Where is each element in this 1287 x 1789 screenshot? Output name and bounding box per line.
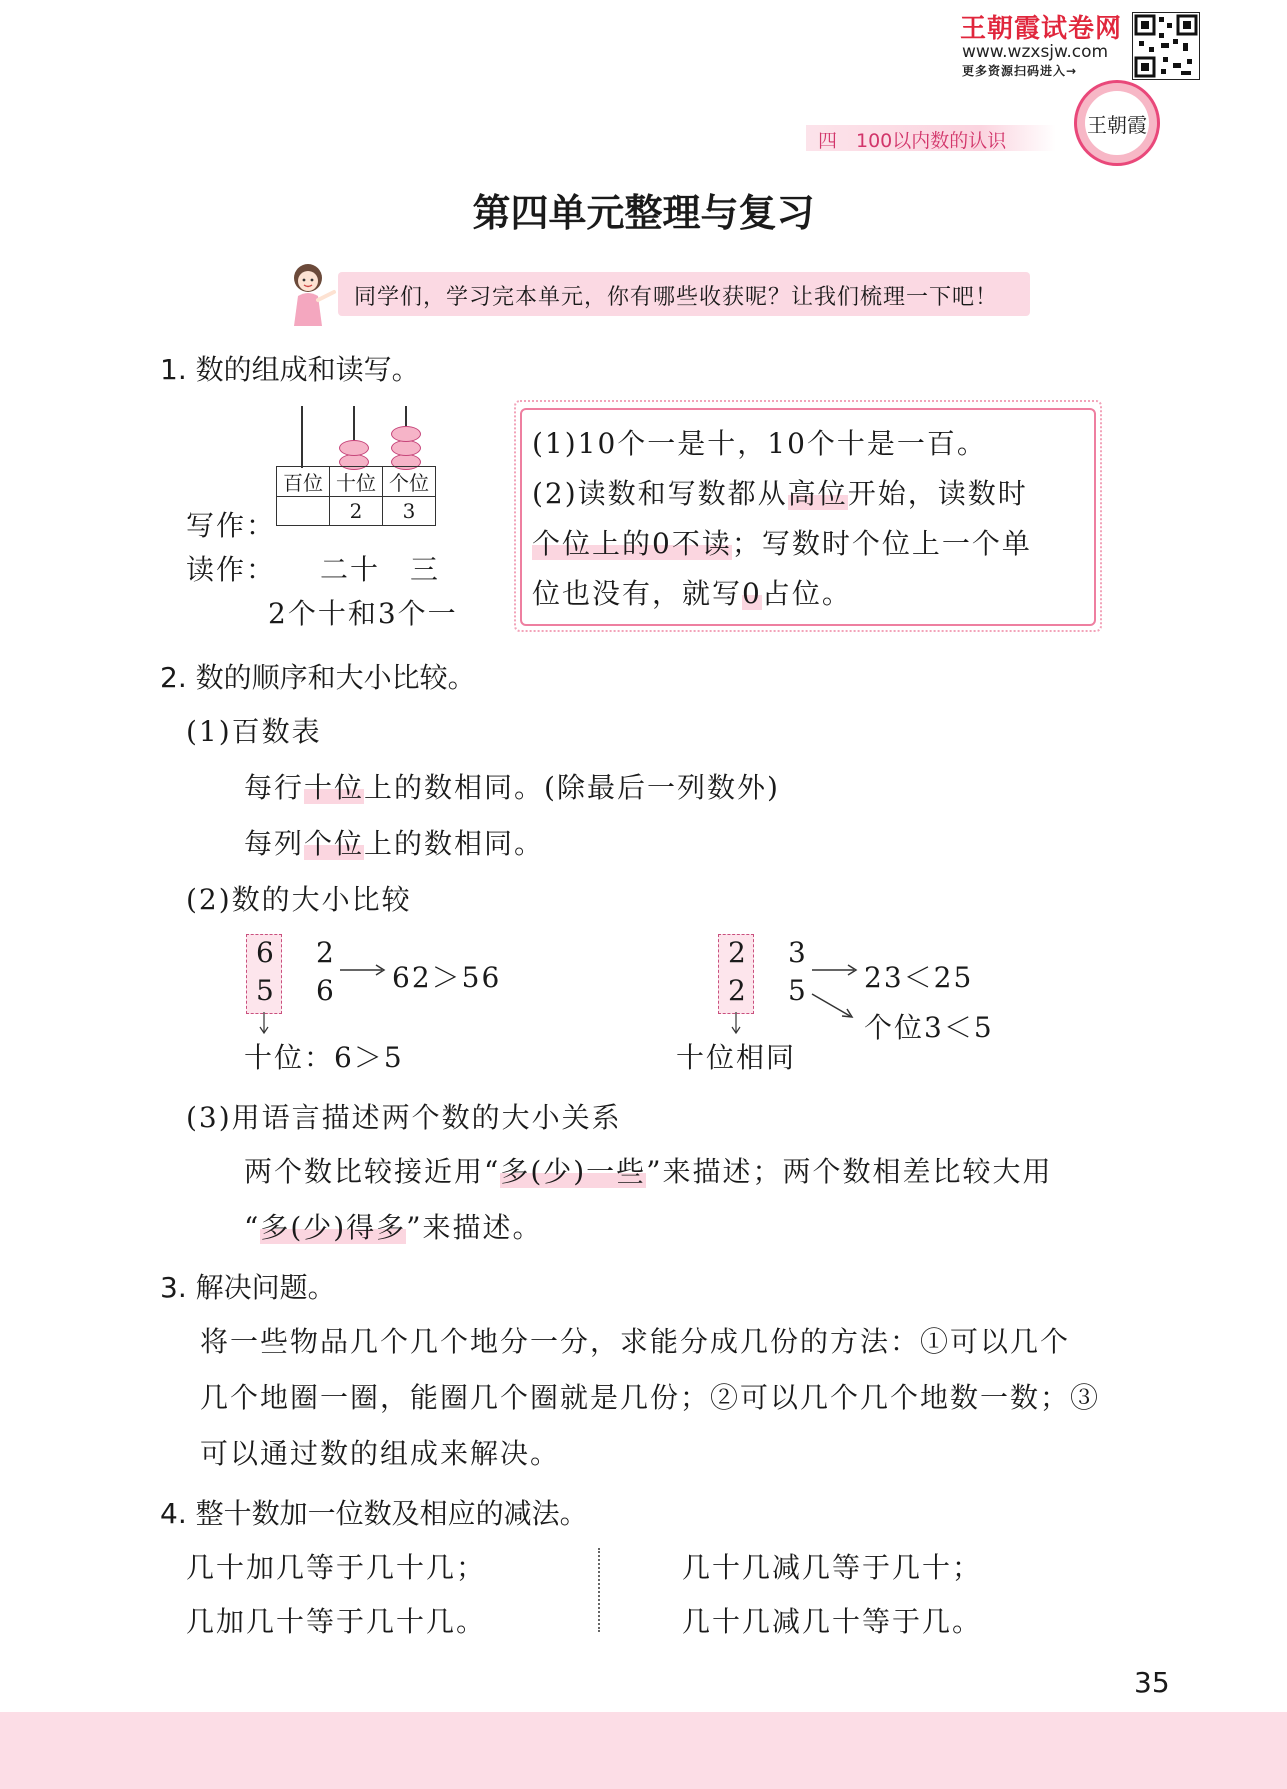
right-ones-2: 5 [788,974,808,1007]
read-label: 读作： [186,553,277,586]
left-down-arrow-icon [256,1012,272,1036]
note-line-4: 位也没有，就写0占位。 [532,577,852,610]
column-rule: 每列个位上的数相同。 [244,827,545,860]
value-hundreds [277,497,330,526]
teacher-illustration-icon [282,262,340,328]
note-line-3: 个位上的0不读；写数时个位上一个单 [532,527,1032,560]
brand-more-text: 更多资源扫码进入→ [962,64,1078,78]
chapter-label: 四 100以内数的认识 [818,130,1007,152]
section3-line-2: 几个地圈一圈，能圈几个圈就是几份；②可以几个几个地数一数；③ [200,1381,1101,1414]
right-diag-arrow-icon [810,992,856,1022]
page-title: 第四单元整理与复习 [472,191,815,235]
section1-heading: 1. 数的组成和读写。 [160,353,420,386]
section2-heading: 2. 数的顺序和大小比较。 [160,661,476,694]
page-number: 35 [1134,1666,1170,1699]
header-hundreds: 百位 [277,467,330,497]
brand-title: 王朝霞试卷网 [960,14,1123,44]
right-ones-1: 3 [788,936,808,969]
left-tens-1: 6 [256,936,276,969]
section3-heading: 3. 解决问题。 [160,1271,336,1304]
left-result: 62＞56 [392,961,502,994]
describe-line-2: “多(少)得多”来描述。 [244,1211,543,1244]
value-tens: 2 [330,497,383,526]
value-ones: 3 [383,497,436,526]
describe-line-1: 两个数比较接近用“多(少)一些”来描述；两个数相差比较大用 [244,1155,1053,1188]
left-note: 十位：6＞5 [244,1041,404,1074]
section2-p3: (3)用语言描述两个数的大小关系 [186,1101,622,1134]
header-ones: 个位 [383,467,436,497]
write-label: 写作： [186,509,277,542]
note-line-1: (1)10个一是十，10个十是一百。 [532,427,987,460]
add-rule-1: 几十加几等于几十几； [186,1551,487,1584]
sub-rule-1: 几十几减几等于几十； [682,1551,983,1584]
column-divider [598,1548,600,1632]
section2-p2: (2)数的大小比较 [186,883,412,916]
sub-rule-2: 几十几减几十等于几。 [682,1605,983,1638]
right-down-arrow-icon [728,1012,744,1036]
note-line-2: (2)读数和写数都从高位开始，读数时 [532,477,1028,510]
seal-text: 王朝霞 [1085,91,1149,155]
header-tens: 十位 [330,467,383,497]
right-note: 十位相同 [676,1041,797,1074]
right-ones-note: 个位3＜5 [864,1011,994,1044]
right-arrow-icon [810,962,860,978]
left-tens-2: 5 [256,974,276,1007]
right-tens-2: 2 [728,974,748,1007]
left-ones-2: 6 [316,974,336,1007]
footer-band [0,1712,1287,1789]
row-rule: 每行十位上的数相同。(除最后一列数外) [244,771,780,804]
section2-p1: (1)百数表 [186,715,322,748]
right-result: 23＜25 [864,961,974,994]
section3-line-1: 将一些物品几个几个地分一分，求能分成几份的方法：①可以几个 [200,1325,1071,1358]
left-arrow-icon [338,962,388,978]
composition-text: 2个十和3个一 [268,597,458,630]
brand-url[interactable]: www.wzxsjw.com [962,42,1109,62]
section4-heading: 4. 整十数加一位数及相应的减法。 [160,1497,588,1530]
intro-text: 同学们，学习完本单元，你有哪些收获呢？让我们梳理一下吧！ [354,285,999,310]
section3-line-3: 可以通过数的组成来解决。 [200,1437,561,1470]
read-value: 二十 三 [320,553,441,586]
qr-code-icon[interactable] [1132,12,1200,80]
left-ones-1: 2 [316,936,336,969]
place-value-table [276,466,436,526]
brand-seal [1074,80,1160,166]
add-rule-2: 几加几十等于几十几。 [186,1605,487,1638]
abacus-icon [276,406,436,468]
right-tens-1: 2 [728,936,748,969]
